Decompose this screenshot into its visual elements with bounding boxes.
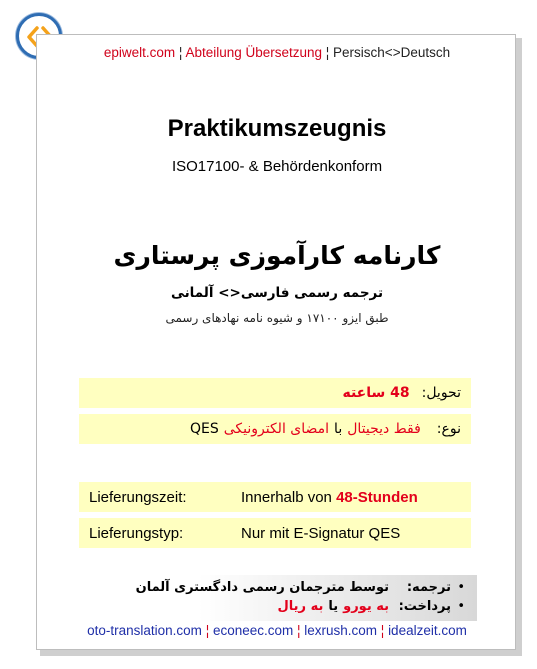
footer-info-box: [79, 575, 477, 621]
delivery-de-label: Lieferungszeit:: [89, 488, 187, 506]
link-sep: ¦: [201, 623, 213, 638]
payment-euro: به یورو: [343, 599, 389, 614]
payment-label: پرداخت:: [398, 599, 451, 614]
type-fa-value1: فقط دیجیتال: [347, 421, 421, 437]
delivery-de-row: [79, 482, 471, 512]
department-link[interactable]: Abteilung Übersetzung: [185, 45, 323, 60]
delivery-fa-value: 48 ساعته: [342, 385, 410, 401]
delivery-de-prefix: Innerhalb von: [241, 488, 337, 506]
page-subtitle: ISO17100- & Behördenkonform: [171, 158, 383, 175]
type-de-value: Nur mit E-Signatur QES: [241, 524, 401, 542]
payment-rial: به ریال: [277, 599, 324, 614]
payment-or: یا: [328, 599, 339, 614]
link-oto-translation[interactable]: oto-translation.com: [87, 623, 202, 638]
footer-links: [37, 623, 517, 638]
delivery-de-value: 48-Stunden: [336, 488, 418, 506]
bullet: •: [457, 580, 465, 595]
page-title: Praktikumszeugnis: [167, 115, 387, 142]
type-de-label: Lieferungstyp:: [89, 524, 184, 542]
translation-value: توسط مترجمان رسمی دادگستری آلمان: [135, 580, 389, 595]
type-fa-label: نوع:: [436, 421, 461, 437]
fa-standard: طبق ایزو ۱۷۱۰۰ و شیوه نامه نهادهای رسمی: [165, 311, 389, 325]
fa-subtitle: ترجمه رسمی فارسی<> آلمانی: [170, 285, 384, 301]
header-sep: ¦: [175, 45, 186, 60]
type-fa-mid: با: [334, 421, 343, 437]
link-sep: ¦: [293, 623, 305, 638]
link-idealzeit[interactable]: idealzeit.com: [388, 623, 467, 638]
delivery-fa-label: تحویل:: [421, 385, 461, 401]
document-page: [36, 34, 516, 650]
link-sep: ¦: [377, 623, 389, 638]
footer-payment-row: [79, 597, 465, 616]
bullet: •: [457, 599, 465, 614]
fa-title: کارنامه کارآموزی پرستاری: [113, 241, 441, 270]
footer-translation-row: [79, 578, 465, 597]
type-fa-value2: امضای الکترونیکی: [223, 421, 330, 437]
translation-label: ترجمه:: [406, 580, 451, 595]
type-fa-suffix: QES: [189, 421, 219, 437]
delivery-de-text: [241, 489, 418, 506]
link-lexrush[interactable]: lexrush.com: [304, 623, 378, 638]
type-fa-row: [79, 414, 471, 444]
type-de-row: [79, 518, 471, 548]
languages-text: Persisch<>Deutsch: [333, 45, 451, 60]
delivery-fa-row: [79, 378, 471, 408]
header-line: [37, 45, 517, 60]
link-econeec[interactable]: econeec.com: [212, 623, 294, 638]
header-sep: ¦: [322, 45, 334, 60]
site-link[interactable]: epiwelt.com: [103, 45, 176, 60]
